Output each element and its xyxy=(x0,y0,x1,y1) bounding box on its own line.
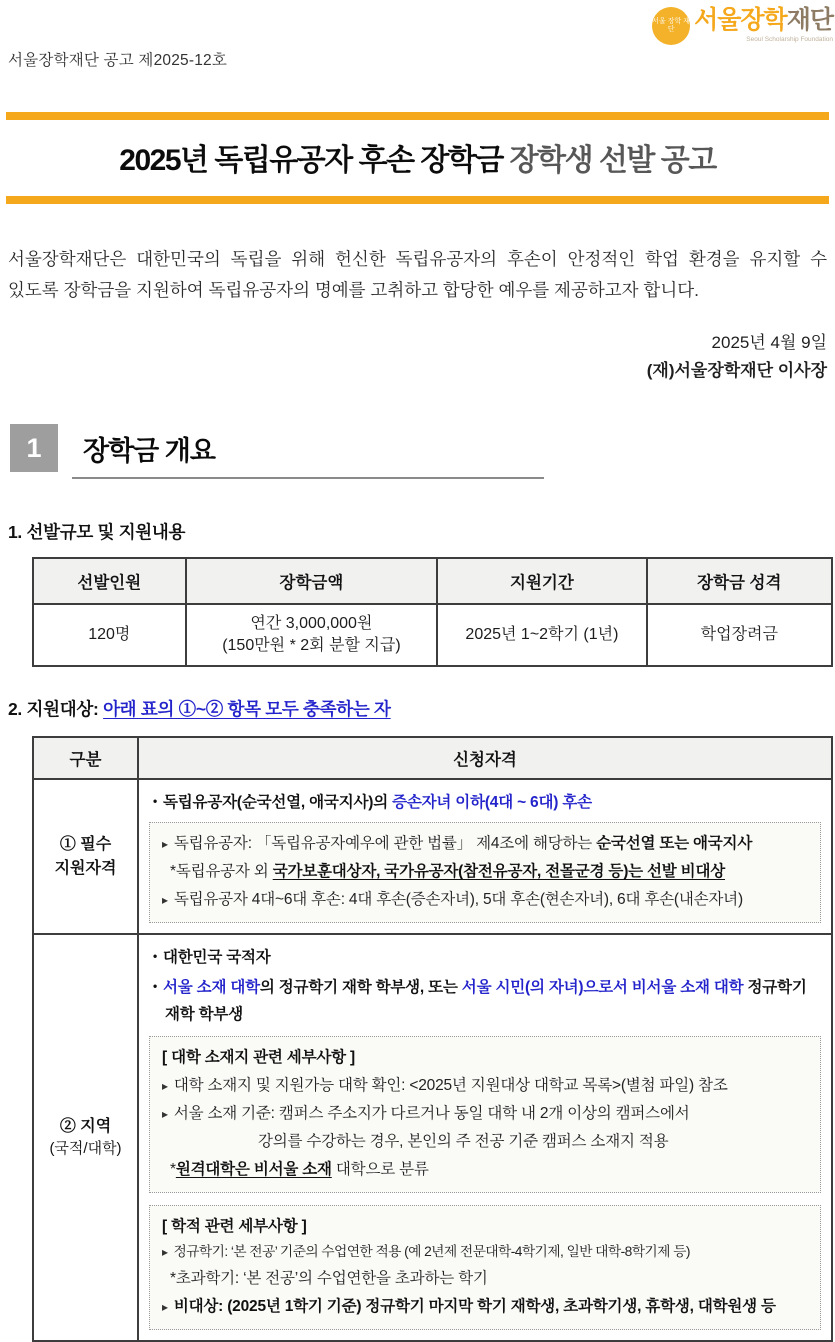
row1-main-bullet xyxy=(149,790,821,816)
row1-detail-line2 xyxy=(162,858,810,886)
row2-bullet-2-tail: 정규학기 재학 학부생 xyxy=(165,979,807,1023)
amount-line-1: 연간 3,000,000원 xyxy=(250,615,373,633)
row1-detail-line1-text: 독립유공자: 「독립유공자예우에 관한 법률」 제4조에 해당하는 xyxy=(173,835,597,853)
amount-line-2: (150만원 * 2회 분할 지급) xyxy=(222,637,401,654)
section-title: 장학금 개요 xyxy=(83,435,215,466)
scholarship-overview-table xyxy=(32,557,833,667)
intro-paragraph: 서울장학재단은 대한민국의 독립을 위해 헌신한 독립유공자의 후손이 안정적인 학업 환경을 유지할 수 있도록 장학금을 지원하여 독립유공자의 명예를 고취하고 합당한 예우를 제공하고자 합니다. xyxy=(8,248,827,300)
section-1-header xyxy=(10,424,570,479)
row1-category-cell xyxy=(33,779,138,934)
eligibility-link[interactable]: 아래 표의 ①~② 항목 모두 충족하는 자 xyxy=(103,699,391,719)
triangle-bullet-icon: ▸ xyxy=(162,1300,168,1315)
logo-tagline: Seoul Scholarship Foundation xyxy=(746,36,833,43)
col-header-amount: 장학금액 xyxy=(186,558,438,604)
logo-wordmark xyxy=(694,5,833,35)
triangle-bullet-icon: ▸ xyxy=(162,893,168,908)
eligibility-table xyxy=(32,736,833,1342)
col-header-category: 구분 xyxy=(33,737,138,779)
col-header-selection-count: 선발인원 xyxy=(33,558,186,604)
section-number-badge: 1 xyxy=(10,424,58,472)
campus-box-line4-star: * xyxy=(170,1160,176,1178)
logo-wordmark-primary: 서울장학 xyxy=(694,6,787,34)
subsection-1-heading: 1. 선발규모 및 지원내용 xyxy=(8,522,186,542)
campus-detail-box xyxy=(149,1036,821,1192)
foundation-logo xyxy=(652,5,833,45)
row1-detail-line2-text: *독립유공자 외 xyxy=(170,863,273,881)
academic-box-title: [ 학적 관련 세부사항 ] xyxy=(162,1217,307,1235)
row2-category-line1: ② 지역 xyxy=(59,1118,112,1136)
cell-amount xyxy=(186,604,438,666)
campus-box-line4 xyxy=(162,1156,810,1184)
logo-wordmark-secondary: 재단 xyxy=(786,6,833,34)
page-title-main: 2025년 독립유공자 후손 장학금 xyxy=(119,144,510,177)
row1-bullet-highlight: 증손자녀 이하(4대 ~ 6대) 후손 xyxy=(392,794,592,811)
eligibility-row-1 xyxy=(33,779,832,934)
section-title-underline xyxy=(72,477,544,479)
row2-category-line2: (국적/대학) xyxy=(49,1140,122,1158)
triangle-bullet-icon: ▸ xyxy=(162,1078,168,1093)
col-header-period: 지원기간 xyxy=(437,558,646,604)
row1-qualification-cell xyxy=(138,779,832,934)
title-banner xyxy=(6,112,829,204)
bullet-dot-icon: • xyxy=(153,979,158,994)
row1-category-line1: ① 필수 xyxy=(59,836,112,854)
subsection-2-heading xyxy=(8,696,391,721)
row1-detail-line1 xyxy=(162,830,810,858)
triangle-bullet-icon: ▸ xyxy=(162,837,168,852)
academic-box-line1 xyxy=(162,1240,810,1265)
campus-box-line1-text: 대학 소재지 및 지원가능 대학 확인: <2025년 지원대상 대학교 목록>(별첨 파일) 참조 xyxy=(173,1076,728,1094)
cell-period: 2025년 1~2학기 (1년) xyxy=(437,604,646,666)
row1-detail-box xyxy=(149,822,821,923)
row2-bullet-2 xyxy=(149,975,821,1028)
row2-bullet-2-mid: 의 정규학기 재학 학부생, 또는 xyxy=(259,979,462,997)
academic-box-line2: *초과학기: ‘본 전공’의 수업연한을 초과하는 학기 xyxy=(170,1270,488,1288)
row2-qualification-cell xyxy=(138,934,832,1341)
academic-box-line3 xyxy=(162,1293,810,1321)
eligibility-header-row xyxy=(33,737,832,779)
row1-detail-line3-text: 독립유공자 4대~6대 후손: 4대 후손(증손자녀), 5대 후손(현손자녀), 6대 후손(내손자녀) xyxy=(173,891,743,909)
page-title-sub: 장학생 선발 공고 xyxy=(509,144,716,177)
doc-number: 서울장학재단 공고 제2025-12호 xyxy=(8,52,228,69)
subsection-2-separator: : xyxy=(92,699,104,719)
col-header-qualification: 신청자격 xyxy=(138,737,832,779)
campus-box-line2 xyxy=(162,1100,810,1128)
issuer-signature: (재)서울장학재단 이사장 xyxy=(646,360,827,380)
academic-box-line3-text: 비대상: (2025년 1학기 기준) 정규학기 마지막 학기 재학생, 초과학기생, 휴학생, 대학원생 등 xyxy=(173,1298,776,1316)
triangle-bullet-icon: ▸ xyxy=(162,1106,168,1121)
table-header-row xyxy=(33,558,832,604)
cell-selection-count: 120명 xyxy=(33,604,186,666)
academic-box-line1-text: 정규학기: ‘본 전공’ 기준의 수업연한 적용 (예 2년제 전문대학-4학기제, 일반 대학-8학기제 등) xyxy=(173,1244,690,1260)
row2-bullet-1-text: 대한민국 국적자 xyxy=(163,949,271,967)
campus-box-line4-bold: 원격대학은 비서울 소재 xyxy=(175,1160,332,1178)
eligibility-row-2 xyxy=(33,934,832,1341)
campus-box-line1 xyxy=(162,1072,810,1100)
logo-text xyxy=(694,5,833,43)
date-signature-block xyxy=(647,329,827,384)
logo-seal-icon: 서울 장학 재단 xyxy=(652,7,690,45)
academic-detail-box xyxy=(149,1205,821,1331)
campus-box-line3: 강의를 수강하는 경우, 본인의 주 전공 기준 캠퍼스 소재지 적용 xyxy=(258,1132,669,1150)
row2-bullet-2-blue2: 서울 시민(의 자녀)으로서 비서울 소재 대학 xyxy=(461,979,744,997)
announcement-date: 2025년 4월 9일 xyxy=(711,333,827,352)
bullet-dot-icon: • xyxy=(153,794,158,808)
row1-detail-line3 xyxy=(162,886,810,914)
col-header-type: 장학금 성격 xyxy=(647,558,832,604)
bullet-dot-icon: • xyxy=(153,949,158,964)
row2-category-cell xyxy=(33,934,138,1341)
campus-box-title: [ 대학 소재지 관련 세부사항 ] xyxy=(162,1049,355,1067)
subsection-2-label: 2. 지원대상 xyxy=(8,699,93,719)
row1-category-line2: 지원자격 xyxy=(54,859,117,877)
table-row xyxy=(33,604,832,666)
row2-bullet-1 xyxy=(149,945,821,971)
row2-bullet-2-blue1: 서울 소재 대학 xyxy=(163,979,260,997)
triangle-bullet-icon: ▸ xyxy=(162,1245,168,1260)
row1-detail-line2-bold: 국가보훈대상자, 국가유공자(참전유공자, 전몰군경 등)는 선발 비대상 xyxy=(272,863,726,881)
campus-box-line2-text: 서울 소재 기준: 캠퍼스 주소지가 다르거나 동일 대학 내 2개 이상의 캠퍼스에서 xyxy=(173,1104,690,1122)
cell-type: 학업장려금 xyxy=(647,604,832,666)
campus-box-line4-tail: 대학으로 분류 xyxy=(331,1160,429,1178)
row1-detail-line1-bold: 순국선열 또는 애국지사 xyxy=(596,835,753,853)
row1-bullet-text: 독립유공자(순국선열, 애국지사)의 xyxy=(163,794,393,811)
page-title xyxy=(6,135,829,179)
